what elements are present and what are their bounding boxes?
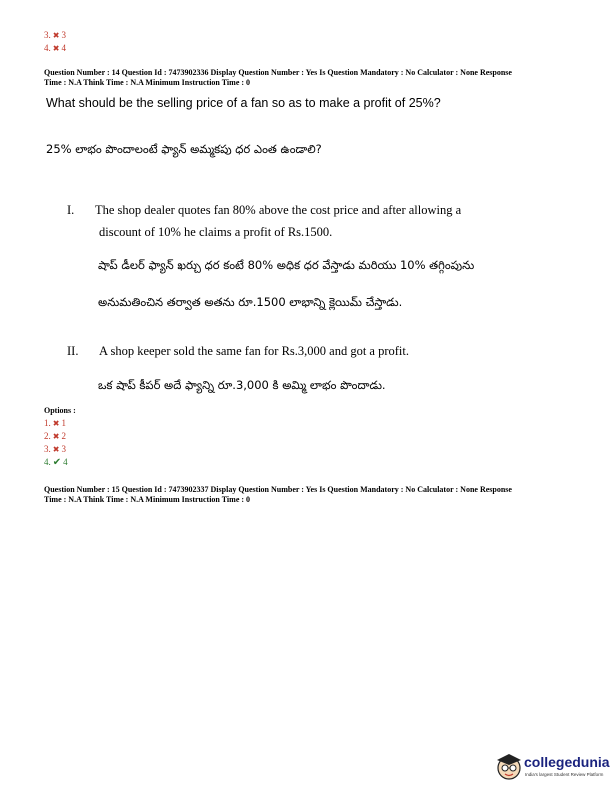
option-3[interactable]: 3. ✖ 3 bbox=[44, 444, 66, 454]
cross-icon: ✖ bbox=[52, 445, 60, 454]
cross-icon: ✖ bbox=[52, 419, 60, 428]
brand-tagline: India's largest Student Review Platform bbox=[525, 772, 604, 777]
collegedunia-logo bbox=[494, 748, 610, 784]
option-4-correct[interactable]: 4. ✔ 4 bbox=[44, 457, 68, 468]
brand-name: collegedunia bbox=[524, 754, 610, 770]
cross-icon: ✖ bbox=[52, 44, 60, 53]
cross-icon: ✖ bbox=[52, 432, 60, 441]
options-label: Options : bbox=[44, 406, 76, 415]
prev-option-3: 3. ✖ 3 bbox=[44, 30, 66, 40]
statement-1-te-line1: షాప్ డీలర్ ఫ్యాన్ ఖర్చు ధర కంటే 80% అధిక ధర వేస్తాడు మరియు 10% తగ్గింపును bbox=[98, 258, 475, 272]
checkmark-icon: ✔ bbox=[52, 457, 62, 468]
option-1[interactable]: 1. ✖ 1 bbox=[44, 418, 66, 428]
option-2[interactable]: 2. ✖ 2 bbox=[44, 431, 66, 441]
statement-2-number: II. bbox=[67, 344, 79, 358]
question-text-en: What should be the selling price of a fan so as to make a profit of 25%? bbox=[46, 96, 441, 110]
statement-2-en: A shop keeper sold the same fan for Rs.3,000 and got a profit. bbox=[99, 344, 410, 358]
question-15-meta: Question Number : 15 Question Id : 7473902337 Display Question Number : Yes Is Question Mandatory : No Calculator : None Response Time : N.A Think Time : N.A Minimum Instruction Time : 0 bbox=[44, 485, 512, 504]
statement-1-en-line2: discount of 10% he claims a profit of Rs.1500. bbox=[99, 225, 333, 239]
question-text-te: 25% లాభం పొందాలంటే ఫ్యాన్ అమ్మకపు ధర ఎంత ఉండాలి? bbox=[46, 142, 322, 156]
statement-1-number: I. bbox=[67, 203, 75, 217]
statement-1-en-line1: The shop dealer quotes fan 80% above the cost price and after allowing a bbox=[95, 203, 462, 217]
cross-icon: ✖ bbox=[52, 31, 60, 40]
statement-1-te-line2: అనుమతించిన తర్వాత అతను రూ.1500 లాభాన్ని క్లెయిమ్ చేస్తాడు. bbox=[98, 295, 403, 309]
statement-2-te: ఒక షాప్ కీపర్ అదే ఫ్యాన్ని రూ.3,000 కి అమ్మి లాభం పొందాడు. bbox=[98, 378, 386, 392]
prev-option-4: 4. ✖ 4 bbox=[44, 43, 66, 53]
question-14-meta: Question Number : 14 Question Id : 7473902336 Display Question Number : Yes Is Question Mandatory : No Calculator : None Response Time : N.A Think Time : N.A Minimum Instruction Time : 0 bbox=[44, 68, 512, 87]
